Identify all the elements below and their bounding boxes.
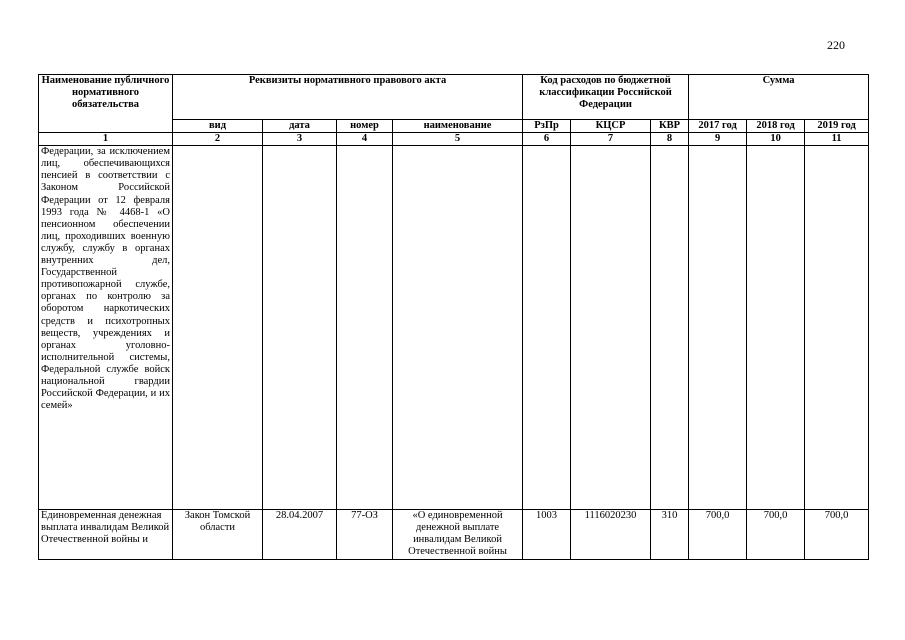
column-number-row — [39, 133, 869, 146]
cell-name: «О единовременной денежной выплате инвалидам Великой Отечественной войны — [393, 510, 523, 559]
cell-2019: 700,0 — [805, 510, 869, 559]
col-number: 7 — [571, 133, 651, 146]
col-number: 5 — [393, 133, 523, 146]
header-kcsr: КЦСР — [571, 120, 651, 133]
cell-kcsr — [571, 146, 651, 510]
header-date: дата — [263, 120, 337, 133]
cell-kvr — [651, 146, 689, 510]
cell-obligation: Единовременная денежная выплата инвалидам Великой Отечественной войны и — [39, 510, 173, 559]
col-number: 9 — [689, 133, 747, 146]
cell-kcsr: 1116020230 — [571, 510, 651, 559]
header-kvr: КВР — [651, 120, 689, 133]
cell-date — [263, 146, 337, 510]
cell-name — [393, 146, 523, 510]
cell-number — [337, 146, 393, 510]
header-sum: Сумма — [689, 75, 869, 120]
table-row — [39, 146, 869, 510]
cell-date: 28.04.2007 — [263, 510, 337, 559]
cell-2018 — [747, 146, 805, 510]
cell-type — [173, 146, 263, 510]
cell-2019 — [805, 146, 869, 510]
header-legal-act: Реквизиты нормативного правового акта — [173, 75, 523, 120]
cell-2018: 700,0 — [747, 510, 805, 559]
header-number: номер — [337, 120, 393, 133]
col-number: 2 — [173, 133, 263, 146]
col-number: 10 — [747, 133, 805, 146]
col-number: 11 — [805, 133, 869, 146]
cell-obligation: Федерации, за исключением лиц, обеспечивающихся пенсией в соответствии с Законом Российской Федерации от 12 февраля 1993 года № 4468-1 «О пенсионном обеспечении лиц, проходивших военную службу, службу в органах внутренних дел, Государственной противопожарной службе, органах по контролю за оборотом наркотических средств и психотропных веществ, учреждениях и органах уголовно-исполнительной системы, Федеральной службе войск национальной гвардии Российской Федерации, и их семей» — [39, 146, 173, 510]
header-2017: 2017 год — [689, 120, 747, 133]
col-number: 4 — [337, 133, 393, 146]
page-number: 220 — [827, 38, 845, 52]
obligations-table — [38, 74, 869, 560]
header-name: наименование — [393, 120, 523, 133]
header-rzpr: РзПр — [523, 120, 571, 133]
cell-number: 77-ОЗ — [337, 510, 393, 559]
col-number: 6 — [523, 133, 571, 146]
header-budget-code: Код расходов по бюджетной классификации Российской Федерации — [523, 75, 689, 120]
cell-rzpr: 1003 — [523, 510, 571, 559]
header-type: вид — [173, 120, 263, 133]
header-2019: 2019 год — [805, 120, 869, 133]
col-number: 3 — [263, 133, 337, 146]
cell-2017: 700,0 — [689, 510, 747, 559]
cell-kvr: 310 — [651, 510, 689, 559]
header-row-top — [39, 75, 869, 120]
col-number: 8 — [651, 133, 689, 146]
cell-type: Закон Томской области — [173, 510, 263, 559]
col-number: 1 — [39, 133, 173, 146]
cell-rzpr — [523, 146, 571, 510]
header-2018: 2018 год — [747, 120, 805, 133]
cell-2017 — [689, 146, 747, 510]
header-obligation-name: Наименование публичного нормативного обязательства — [39, 75, 173, 133]
table-row — [39, 510, 869, 559]
